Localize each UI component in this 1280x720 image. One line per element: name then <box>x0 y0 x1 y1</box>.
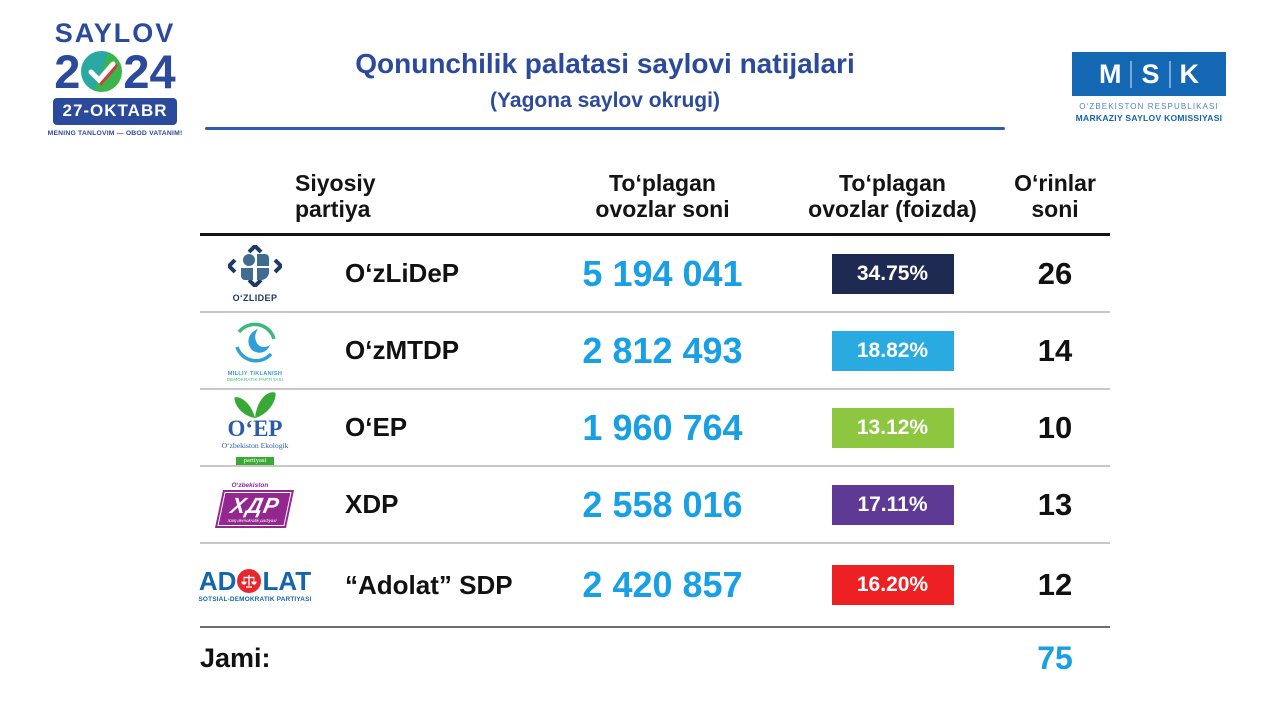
percent-badge: 13.12% <box>832 408 954 448</box>
xdp-logo-letters: ХДР <box>228 492 283 518</box>
adolat-party-logo <box>198 565 312 603</box>
msk-letters-box: M S K <box>1072 52 1226 96</box>
checkmark-globe-icon <box>81 51 122 92</box>
votes-count: 5 194 041 <box>582 252 743 294</box>
ozmtdp-party-logo <box>227 320 283 382</box>
saylov-2024-logo <box>42 20 188 137</box>
oep-logo-line2: partiyasi <box>236 457 275 466</box>
adolat-logo-left: AD <box>198 565 237 596</box>
table-row <box>200 236 1110 313</box>
percent-badge: 34.75% <box>832 254 954 294</box>
votes-count: 1 960 764 <box>582 406 743 448</box>
table-row <box>200 390 1110 467</box>
msk-commission-label: MARKAZIY SAYLOV KOMISSIYASI <box>1075 113 1223 123</box>
percent-badge: 16.20% <box>832 565 954 605</box>
total-row <box>200 628 1110 688</box>
total-label: Jami: <box>200 642 271 673</box>
oep-logo-line1: O‘zbekiston Ekologik <box>221 441 289 450</box>
xdp-logo-bottom-label: Xalq demokratik partiyasi <box>227 517 278 523</box>
party-name: “Adolat” SDP <box>345 569 513 600</box>
votes-count: 2 812 493 <box>582 329 743 371</box>
page-title: Qonunchilik palatasi saylovi natijalari <box>355 48 855 79</box>
ozmtdp-logo-line1: MILLIY TIKLANISH <box>227 370 283 377</box>
party-name: O‘zMTDP <box>345 335 460 365</box>
ozlidep-logo-caption: O‘ZLIDEP <box>232 292 278 303</box>
saylov-logo-word: SAYLOV <box>54 18 176 48</box>
oep-party-logo <box>222 390 289 466</box>
total-seats-count: 75 <box>1037 639 1073 676</box>
page-subtitle: (Yagona saylov okrugi) <box>490 89 720 112</box>
party-name: O‘zLiDeP <box>345 258 460 288</box>
xdp-logo-box <box>215 490 294 528</box>
ozlidep-party-logo <box>228 245 282 303</box>
xdp-party-logo <box>219 482 290 528</box>
scales-icon <box>237 569 261 593</box>
xdp-logo-top-label: O‘zbekiston <box>231 481 269 489</box>
column-header-party: Siyosiy partiya <box>295 169 376 222</box>
table-row <box>200 544 1110 628</box>
seats-count: 14 <box>1037 332 1073 368</box>
saylov-slogan: MENING TANLOVIM — OBOD VATANIM! <box>47 130 183 137</box>
adolat-logo-subtitle: SOTSIAL-DEMOKRATIK PARTIYASI <box>198 595 312 603</box>
header <box>240 48 970 113</box>
seats-count: 12 <box>1037 567 1073 602</box>
seats-count: 13 <box>1037 486 1073 522</box>
votes-count: 2 558 016 <box>582 483 743 525</box>
table-header-row <box>200 158 1110 236</box>
ozmtdp-logo-line2: DEMOKRATIK PARTIYASI <box>226 376 284 382</box>
adolat-logo-right: LAT <box>262 565 312 596</box>
seats-count: 26 <box>1037 255 1073 291</box>
msk-logo <box>1072 52 1226 123</box>
votes-count: 2 420 857 <box>582 564 743 605</box>
date-badge: 27-OKTABR <box>53 98 176 125</box>
saylov-logo-year: 2 24 <box>54 45 176 98</box>
column-header-percent: To‘plagan ovozlar (foizda) <box>808 169 977 222</box>
msk-country-label: O‘ZBEKISTON RESPUBLIKASI <box>1079 102 1219 111</box>
leaves-icon <box>231 390 279 418</box>
oep-logo-acronym: O‘EP <box>227 416 283 441</box>
party-name: O‘EP <box>345 412 408 443</box>
percent-badge: 18.82% <box>832 331 954 371</box>
table-row <box>200 467 1110 544</box>
percent-badge: 17.11% <box>832 485 954 525</box>
results-table <box>200 158 1110 688</box>
column-header-votes: To‘plagan ovozlar soni <box>595 169 730 222</box>
party-name: XDP <box>345 489 399 519</box>
table-row <box>200 313 1110 390</box>
title-underline <box>205 127 1005 130</box>
seats-count: 10 <box>1037 409 1073 445</box>
column-header-seats: O‘rinlar soni <box>1014 169 1096 222</box>
